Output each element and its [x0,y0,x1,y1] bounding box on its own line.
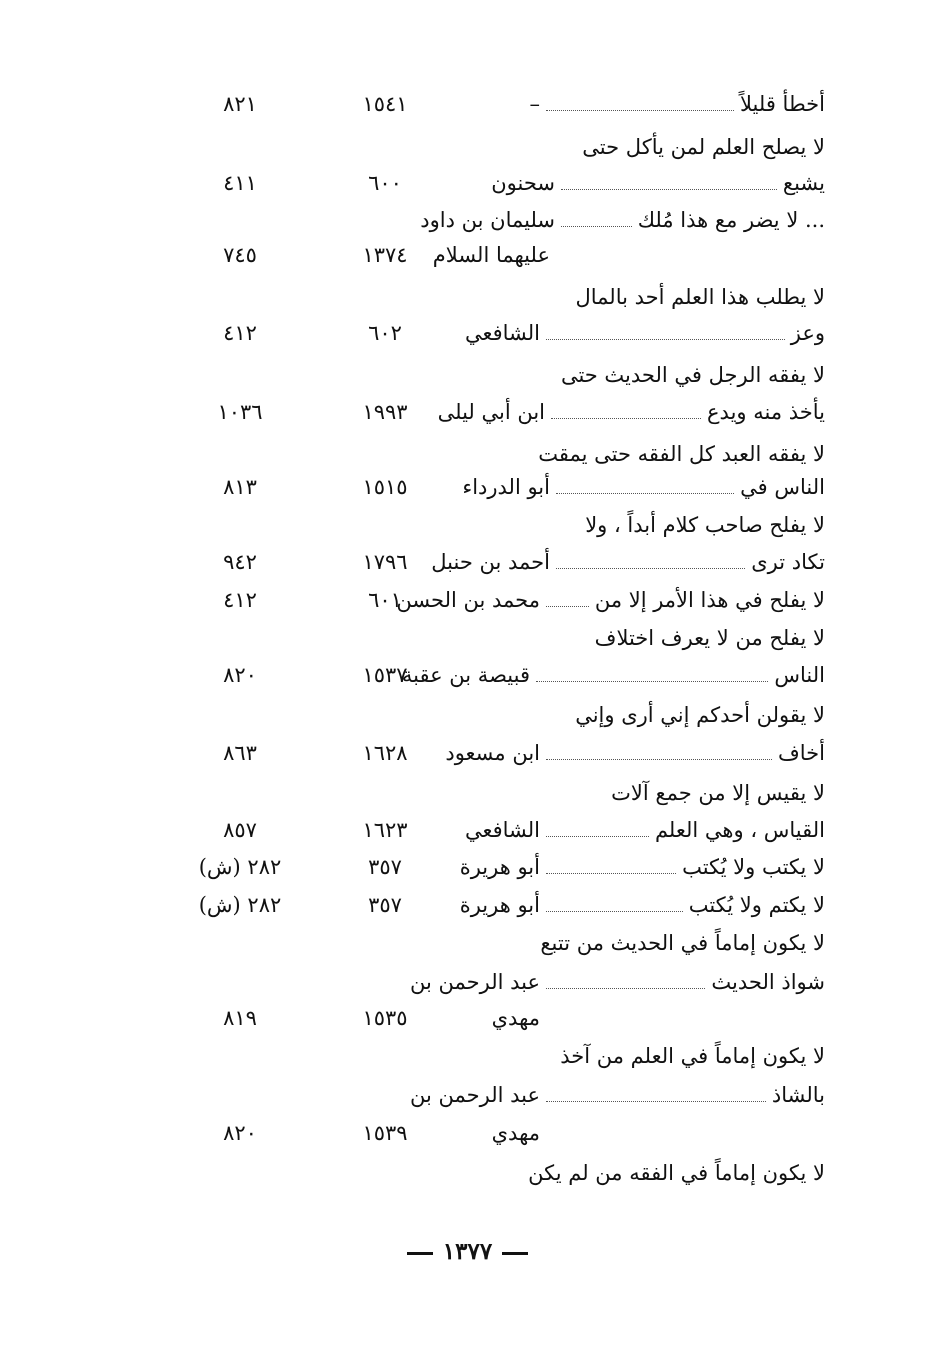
entry-narrator: ابن أبي ليلى [437,400,545,424]
entry-page-number: ٨٢٠ [223,663,257,687]
index-entry [0,84,935,124]
index-entry [0,277,935,317]
entry-page-number: ٨٢١ [223,92,257,116]
entry-page-number: ٨٦٣ [223,741,257,765]
entry-narrator: – [529,92,540,116]
entry-phrase: لا يفلح في هذا الأمر إلا من [594,588,825,612]
index-entry [0,163,935,203]
entry-phrase: لا يكون إماماً في الحديث من تتبع [540,931,825,955]
entry-phrase: لا يفلح صاحب كلام أبداً ، ولا [585,513,825,537]
dotted-leader [546,911,683,912]
entry-narrator: عبد الرحمن بن [410,970,540,994]
entry-phrase: بالشاذ [771,1083,825,1107]
entry-phrase: أخاف [778,741,825,765]
right-dash [502,1252,528,1255]
index-entry [0,733,935,773]
entry-hadith-number: ١٩٩٣ [362,400,408,424]
entry-page-number: ١٠٣٦ [217,400,263,424]
index-entry [0,355,935,395]
entry-phrase: شواذ الحديث [711,970,825,994]
entry-narrator: الشافعي [464,321,540,345]
entry-page-number: ٩٤٢ [223,550,257,574]
entry-phrase: لا يكتم ولا يُكتب [688,893,825,917]
entry-hadith-number: ١٥٣٥ [362,1006,408,1030]
index-entry [0,998,935,1038]
page-number: ١٣٧٧ [442,1238,493,1265]
dotted-leader [556,568,745,569]
dotted-leader [561,226,632,227]
index-entry [0,810,935,850]
entry-hadith-number: ١٥٣٩ [362,1121,408,1145]
entry-phrase: يأخذ منه ويدع [707,400,825,424]
entry-page-number: ٧٤٥ [223,243,257,267]
index-entry [0,962,935,1002]
entry-phrase: لا يفلح من لا يعرف اختلاف [594,626,825,650]
dotted-leader [546,110,734,111]
entry-page-number: ٢٨٢ (ش) [198,893,282,917]
entry-narrator: الشافعي [464,818,540,842]
entry-hadith-number: ١٦٢٣ [362,818,408,842]
dotted-leader [551,418,701,419]
entry-phrase: الناس في [740,475,825,499]
index-entry [0,1113,935,1153]
entry-narrator: مهدي [491,1006,540,1030]
entry-phrase: يشبع [782,171,825,195]
entry-hadith-number: ٦٠١ [368,588,402,612]
entry-page-number: ٢٨٢ (ش) [198,855,282,879]
entry-narrator: أحمد بن حنبل [431,550,550,574]
entry-phrase: لا يكون إماماً في الفقه من لم يكن [528,1161,825,1185]
dotted-leader [561,189,777,190]
entry-narrator: قبيصة بن عقبة [401,663,530,687]
entry-narrator: أبو هريرة [459,893,540,917]
index-entry [0,618,935,658]
entry-hadith-number: ١٦٢٨ [362,741,408,765]
index-entry [0,923,935,963]
entry-hadith-number: ٣٥٧ [368,893,402,917]
left-dash [407,1252,433,1255]
entry-page-number: ٤١١ [223,171,257,195]
entry-page-number: ٨١٣ [223,475,257,499]
index-entry [0,200,935,240]
entry-narrator: أبو هريرة [459,855,540,879]
index-entry [0,1036,935,1076]
entry-narrator: أبو الدرداء [462,475,550,499]
entry-narrator: مهدي [491,1121,540,1145]
entry-phrase: ... لا يضر مع هذا مُلك [637,208,825,232]
index-entry [0,127,935,167]
entry-page-number: ٤١٢ [223,588,257,612]
dotted-leader [536,681,768,682]
entry-hadith-number: ٣٥٧ [368,855,402,879]
entry-page-number: ٤١٢ [223,321,257,345]
entry-phrase: لا يقيس إلا من جمع آلات [611,781,825,805]
entry-phrase: لا يكون إماماً في العلم من آخذ [560,1044,825,1068]
index-entry [0,542,935,582]
index-entry [0,1075,935,1115]
index-entry [0,695,935,735]
entry-hadith-number: ١٣٧٤ [362,243,408,267]
index-entry [0,885,935,925]
entry-phrase: لا يطلب هذا العلم أحد بالمال [575,285,825,309]
index-entry [0,467,935,507]
index-entry [0,1153,935,1193]
entry-narrator: سحنون [491,171,555,195]
index-entry [0,235,935,275]
entry-phrase: لا يفقه الرجل في الحديث حتى [560,363,825,387]
entry-narrator: ابن مسعود [445,741,540,765]
entry-page-number: ٨٥٧ [223,818,257,842]
entry-narrator: محمد بن الحسن [396,588,540,612]
entry-phrase: القياس ، وهي العلم [654,818,825,842]
entry-phrase: وعز [790,321,825,345]
index-entry [0,847,935,887]
dotted-leader [546,1101,766,1102]
page-number-footer [0,1238,935,1265]
dotted-leader [546,606,589,607]
dotted-leader [546,339,785,340]
entry-phrase: أخطأ قليلاً [740,92,825,116]
entry-narrator: عبد الرحمن بن [410,1083,540,1107]
entry-hadith-number: ٦٠٠ [368,171,402,195]
index-entry [0,580,935,620]
entry-hadith-number: ١٧٩٦ [362,550,408,574]
dotted-leader [546,988,705,989]
entry-phrase: لا يفقه العبد كل الفقه حتى يمقت [538,442,825,466]
entry-page-number: ٨١٩ [223,1006,257,1030]
entry-phrase: لا يصلح العلم لمن يأكل حتى [582,135,825,159]
entry-hadith-number: ١٥٤١ [362,92,408,116]
entry-hadith-number: ٦٠٢ [368,321,402,345]
entry-narrator: سليمان بن داود [420,208,555,232]
dotted-leader [546,836,649,837]
dotted-leader [546,873,676,874]
entry-phrase: تكاد ترى [751,550,825,574]
index-entry [0,773,935,813]
entry-page-number: ٨٢٠ [223,1121,257,1145]
dotted-leader [556,493,734,494]
entry-hadith-number: ١٥٣٧ [362,663,408,687]
index-entry [0,313,935,353]
index-entry [0,392,935,432]
entry-phrase: لا يكتب ولا يُكتب [682,855,825,879]
index-entry [0,505,935,545]
entry-phrase: الناس [774,663,825,687]
entry-hadith-number: ١٥١٥ [362,475,408,499]
index-entry [0,655,935,695]
dotted-leader [546,759,772,760]
entry-phrase: لا يقولن أحدكم إني أرى وإني [575,703,825,727]
entry-narrator: عليهما السلام [432,243,550,267]
